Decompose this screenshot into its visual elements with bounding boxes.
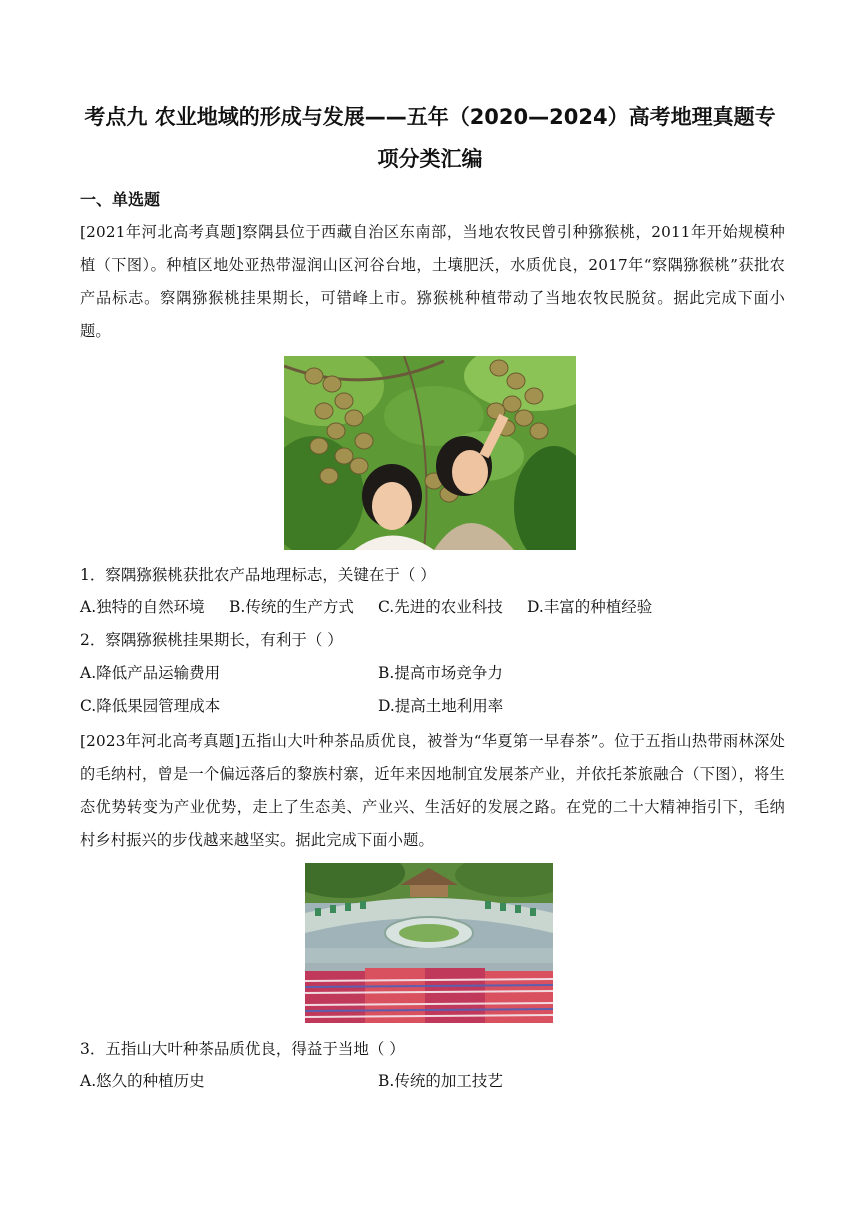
question-2-option-c[interactable]: C.降低果园管理成本 xyxy=(80,697,221,715)
question-1-option-d[interactable]: D.丰富的种植经验 xyxy=(527,598,653,616)
question-1-stem: 1．察隅猕猴桃获批农产品地理标志，关键在于（ ） xyxy=(80,566,436,584)
question-2-option-d[interactable]: D.提高土地利用率 xyxy=(378,697,504,715)
question-3-stem: 3．五指山大叶种茶品质优良，得益于当地（ ） xyxy=(80,1040,405,1058)
question-3-option-a[interactable]: A.悠久的种植历史 xyxy=(80,1072,205,1090)
question-2-option-a[interactable]: A.降低产品运输费用 xyxy=(80,664,221,682)
section-heading-single-choice: 一、单选题 xyxy=(80,190,161,209)
question-2-stem: 2．察隅猕猴桃挂果期长，有利于（ ） xyxy=(80,631,343,649)
page-title-line-2: 项分类汇编 xyxy=(377,147,483,171)
passage-kiwi: [2021年河北高考真题]察隅县位于西藏自治区东南部，当地农牧民曾引种猕猴桃，2011年开始规模种植（下图）。种植区地处亚热带湿润山区河谷台地，土壤肥沃，水质优良，2017年“察隅猕猴桃”获批农产品标志。察隅猕猴桃挂果期长，可错峰上市。猕猴桃种植带动了当地农牧民脱贫。据此完成下面小题。 xyxy=(80,223,785,340)
question-1-option-c[interactable]: C.先进的农业科技 xyxy=(378,598,503,616)
tea-village-photo xyxy=(305,863,553,1023)
question-3-option-b[interactable]: B.传统的加工技艺 xyxy=(378,1072,503,1090)
question-1-option-b[interactable]: B.传统的生产方式 xyxy=(229,598,354,616)
passage-tea: [2023年河北高考真题]五指山大叶种茶品质优良，被誉为“华夏第一早春茶”。位于五指山热带雨林深处的毛纳村，曾是一个偏远落后的黎族村寨，近年来因地制宜发展茶产业，并依托茶旅融合（下图），将生态优势转变为产业优势，走上了生态美、产业兴、生活好的发展之路。在党的二十大精神指引下，毛纳村乡村振兴的步伐越来越坚实。据此完成下面小题。 xyxy=(80,732,785,849)
question-1-option-a[interactable]: A.独特的自然环境 xyxy=(80,598,205,616)
page-title-line-1: 考点九 农业地域的形成与发展——五年（2020—2024）高考地理真题专 xyxy=(84,105,776,129)
question-2-option-b[interactable]: B.提高市场竞争力 xyxy=(378,664,503,682)
kiwi-harvest-photo xyxy=(284,356,576,550)
